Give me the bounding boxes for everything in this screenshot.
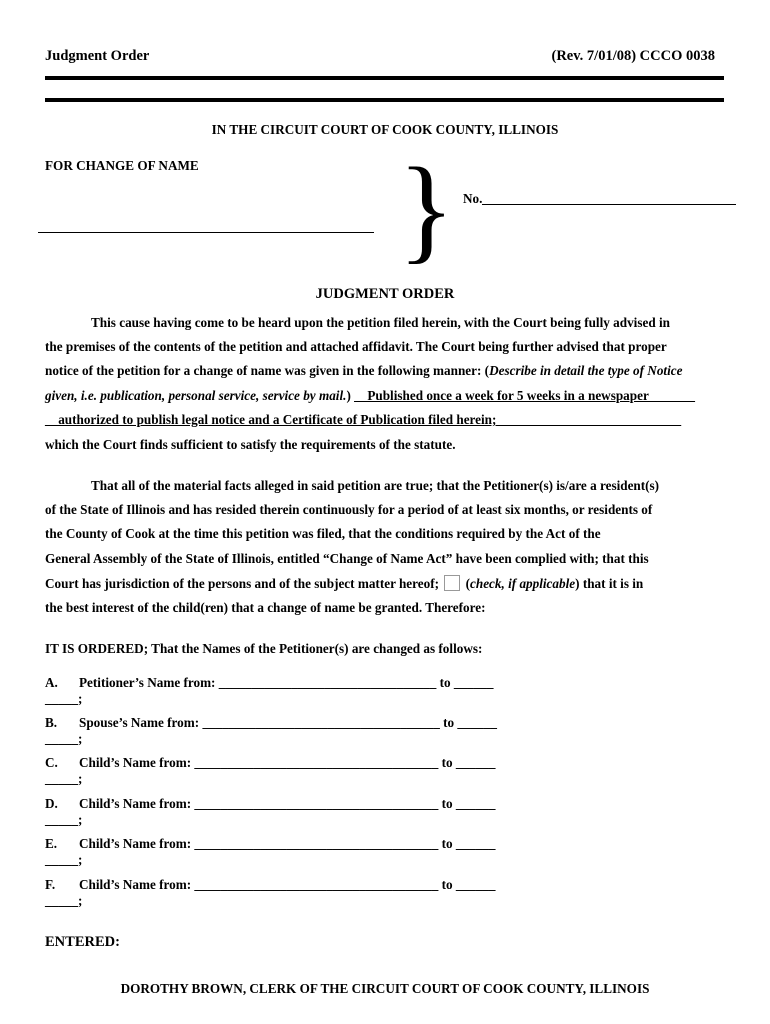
child-name-field[interactable]: Child’s Name from: _____________________________________ to ______ — [79, 755, 496, 770]
para1-line1: This cause having come to be heard upon the petition filed herein, with the Court being fully advised in — [91, 315, 670, 330]
ordered-intro: IT IS ORDERED; That the Names of the Petitioner(s) are changed as follows: — [45, 641, 483, 656]
name-row-letter: A. — [45, 675, 58, 690]
petitioner-name-field[interactable]: Petitioner’s Name from: _________________________________ to ______ — [79, 675, 494, 690]
child-name-field-cont[interactable]: _____; — [45, 852, 83, 867]
entered-label: ENTERED: — [45, 934, 120, 950]
name-row-letter: B. — [45, 715, 58, 730]
petitioner-name-line[interactable] — [38, 232, 374, 233]
para2-line1: That all of the material facts alleged in said petition are true; that the Petitioner(s) is/are a resident(s) — [91, 478, 660, 493]
para2-paren-open: ( — [465, 576, 471, 591]
para1-paren: ) — [346, 388, 351, 403]
spouse-name-field[interactable]: Spouse’s Name from: ____________________________________ to ______ — [79, 715, 497, 730]
name-row-letter: C. — [45, 755, 58, 770]
para1-notice-examples: given, i.e. publication, personal service, service by mail. — [45, 388, 347, 403]
caption-brace: } — [398, 143, 455, 274]
header-rule-bottom — [45, 98, 724, 102]
para2-line5-end: ) that it is in — [575, 576, 644, 591]
para2-line2: of the State of Illinois and has resided therein continuously for a period of at least six months, or residents of — [45, 502, 653, 517]
form-title: Judgment Order — [45, 48, 150, 64]
para1-line4 — [45, 388, 695, 404]
child-name-field-cont[interactable]: _____; — [45, 893, 83, 908]
para2-line6: the best interest of the child(ren) that a change of name be granted. Therefore: — [45, 600, 486, 615]
name-row-letter: F. — [45, 877, 56, 892]
notice-method-field[interactable]: __Published once a week for 5 weeks in a newspaper_______ — [354, 388, 695, 403]
case-no-label: No. — [463, 191, 483, 206]
name-row-letter: E. — [45, 836, 58, 851]
para1-line6: which the Court finds sufficient to satisfy the requirements of the statute. — [45, 437, 456, 452]
revision-code: (Rev. 7/01/08) CCCO 0038 — [551, 48, 715, 64]
para2-jurisdiction-text: Court has jurisdiction of the persons and of the subject matter hereof; — [45, 576, 440, 591]
name-row-letter: D. — [45, 796, 58, 811]
child-name-field[interactable]: Child’s Name from: _____________________________________ to ______ — [79, 877, 496, 892]
child-interest-checkbox[interactable] — [444, 575, 460, 591]
para1-line2: the premises of the contents of the petition and attached affidavit. The Court being further advised that proper — [45, 339, 667, 354]
child-name-field[interactable]: Child’s Name from: _____________________________________ to ______ — [79, 796, 496, 811]
check-if-applicable-label: check, if applicable — [470, 576, 576, 591]
order-title: JUDGMENT ORDER — [315, 286, 455, 302]
header-rule-top — [45, 76, 724, 80]
clerk-footer: DOROTHY BROWN, CLERK OF THE CIRCUIT COURT OF COOK COUNTY, ILLINOIS — [120, 981, 650, 996]
para2-line5 — [45, 575, 643, 592]
notice-method-field-cont[interactable]: __authorized to publish legal notice and a Certificate of Publication filed herein;____________________________ — [45, 412, 682, 427]
para1-notice-instruction: Describe in detail the type of Notice — [489, 363, 683, 378]
para2-line3: the County of Cook at the time this petition was filed, that the conditions required by the Act of the — [45, 526, 601, 541]
matter-caption: FOR CHANGE OF NAME — [45, 158, 199, 173]
child-name-field[interactable]: Child’s Name from: _____________________________________ to ______ — [79, 836, 496, 851]
case-no-field[interactable] — [482, 204, 736, 205]
spouse-name-field-cont[interactable]: _____; — [45, 731, 83, 746]
para1-line3-text: notice of the petition for a change of name was given in the following manner: ( — [45, 363, 490, 378]
child-name-field-cont[interactable]: _____; — [45, 771, 83, 786]
petitioner-name-field-cont[interactable]: _____; — [45, 691, 83, 706]
child-name-field-cont[interactable]: _____; — [45, 812, 83, 827]
court-title: IN THE CIRCUIT COURT OF COOK COUNTY, ILLINOIS — [211, 122, 559, 137]
para1-line3 — [45, 363, 682, 379]
para2-line4: General Assembly of the State of Illinois, entitled “Change of Name Act” have been complied with; that this — [45, 551, 649, 566]
